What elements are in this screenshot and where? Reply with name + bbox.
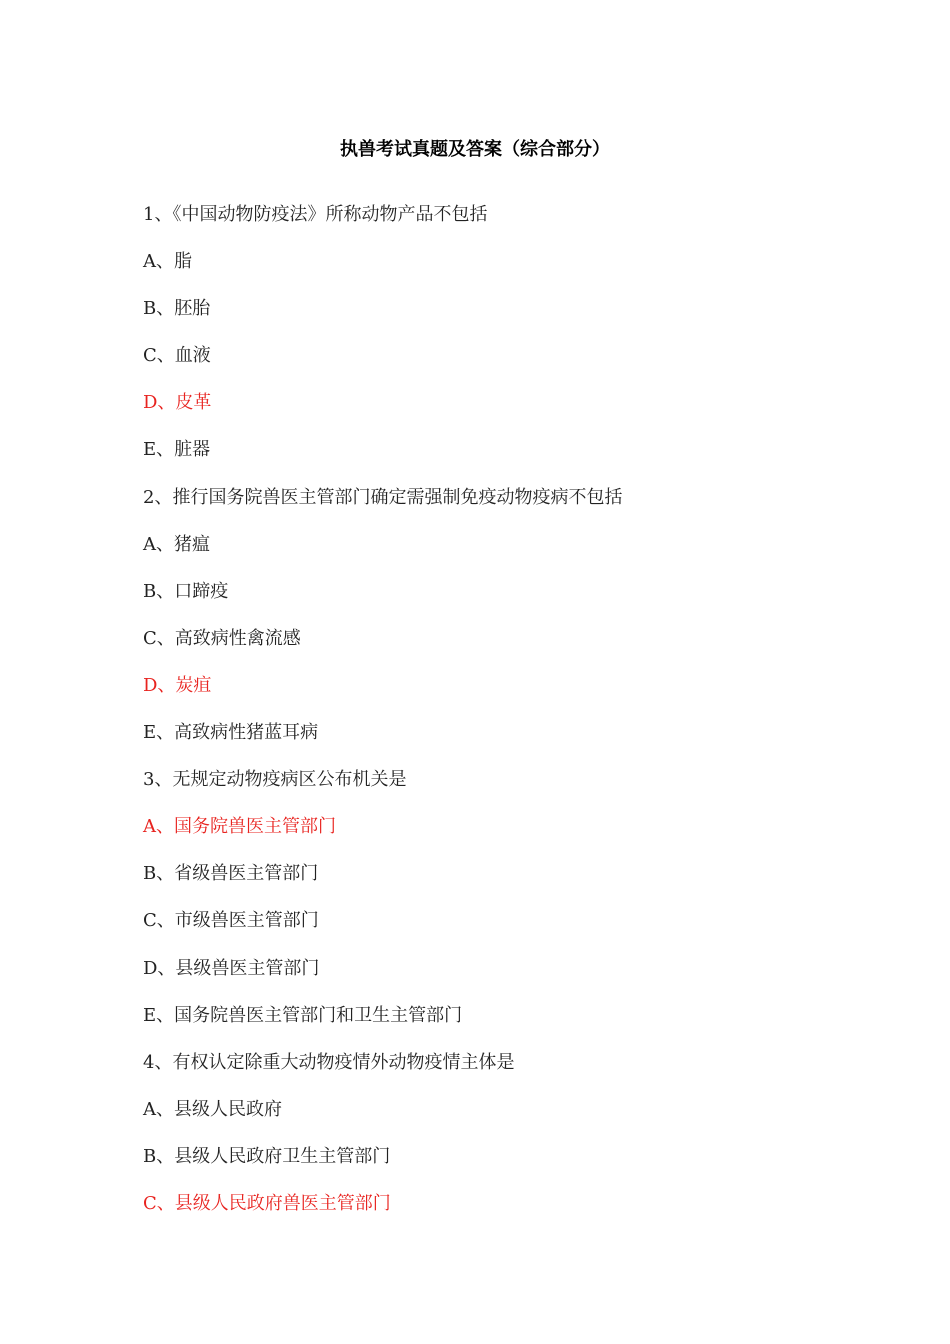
option-text: B、胚胎 — [143, 298, 211, 320]
option-text: D、县级兽医主管部门 — [143, 957, 320, 979]
question-list — [143, 201, 843, 1237]
question-text: 2、推行国务院兽医主管部门确定需强制免疫动物疫病不包括 — [143, 486, 623, 508]
option-text: A、脂 — [143, 251, 192, 273]
option-text: E、脏器 — [143, 439, 211, 461]
option-text: C、高致病性禽流感 — [143, 627, 301, 649]
question-text: 1、《中国动物防疫法》所称动物产品不包括 — [143, 204, 488, 225]
option-text: B、口蹄疫 — [143, 580, 229, 602]
answer-option: C、县级人民政府兽医主管部门 — [143, 1192, 391, 1214]
answer-option: D、炭疽 — [143, 674, 212, 696]
option-text: A、县级人民政府 — [143, 1098, 282, 1120]
option-text: E、高致病性猪蓝耳病 — [143, 722, 319, 744]
option-text: C、市级兽医主管部门 — [143, 910, 319, 932]
option-text: B、县级人民政府卫生主管部门 — [143, 1145, 391, 1167]
answer-option: D、皮革 — [143, 392, 212, 414]
document-title: 执兽考试真题及答案（综合部分） — [340, 139, 610, 160]
option-text: C、血液 — [143, 345, 211, 367]
question-text: 3、无规定动物疫病区公布机关是 — [143, 769, 407, 791]
question-text: 4、有权认定除重大动物疫情外动物疫情主体是 — [143, 1051, 515, 1073]
option-text: A、猪瘟 — [143, 533, 210, 555]
option-text: E、国务院兽医主管部门和卫生主管部门 — [143, 1004, 463, 1026]
answer-option: A、国务院兽医主管部门 — [143, 816, 336, 838]
option-text: B、省级兽医主管部门 — [143, 863, 319, 885]
